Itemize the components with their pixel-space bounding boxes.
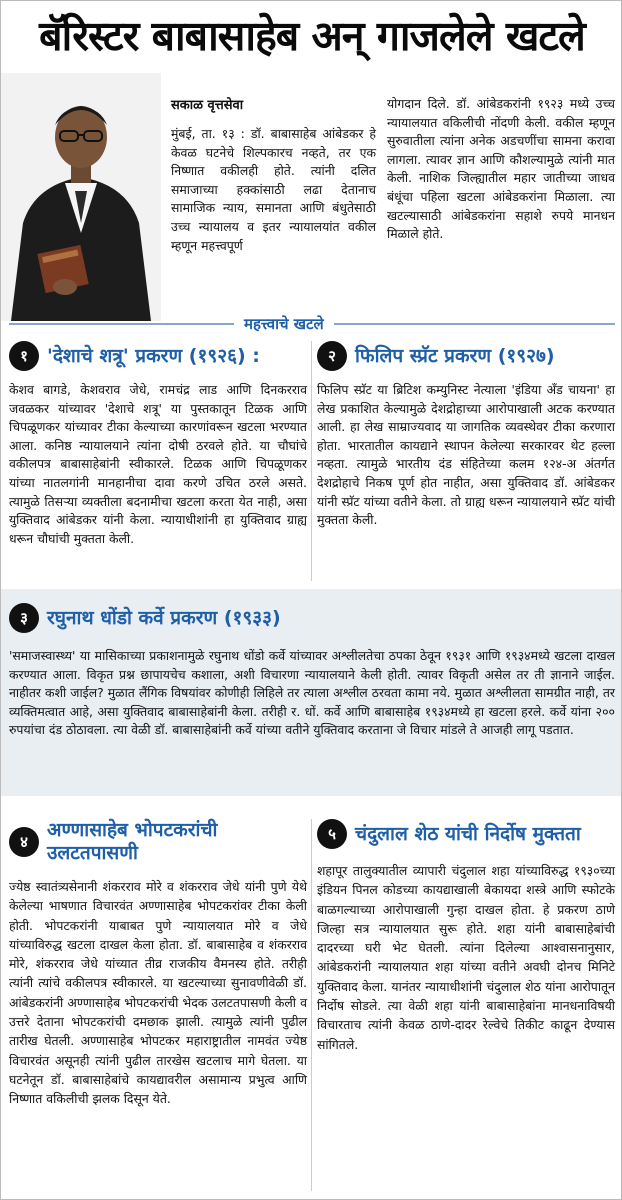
case-number-badge: १ — [9, 341, 39, 371]
case-title: चंदुलाल शेठ यांची निर्दोष मुक्तता — [355, 822, 581, 845]
case-3 — [9, 603, 615, 740]
case-title: अण्णासाहेब भोपटकरांची उलटतपासणी — [47, 819, 218, 864]
case-body: शहापूर तालुक्यातील व्यापारी चंदुलाल शहा यांच्याविरुद्ध १९३०च्या इंडियन पिनल कोडच्या कायद्याखाली बेकायदा शस्त्रे आणि स्फोटके बाळगल्याच्या आरोपाखाली गुन्हा दाखल होता. हे प्रकरण ठाणे जिल्हा सत्र न्यायालयात सुरू होते. शहा यांनी बाबासाहेबांची दादरच्या घरी भेट घेतली. त्यांना दिलेल्या आश्वासनानुसार, आंबेडकरांनी न्यायालयात शहा यांच्या वतीने अवघी दोनच मिनिटे युक्तिवाद केला. यानंतर न्यायाधीशांनी चंदुलाल शेठ यांना आरोपातून निर्दोष सोडले. त्या वेळी शहा यांनी बाबासाहेबांना मानधनाविषयी विचारताच त्यांनी केवळ ठाणे-दादर रेल्वेचे तिकीट काढून देण्यास सांगितले. — [317, 863, 615, 1052]
case-4-header — [9, 819, 307, 865]
case-number-badge: ४ — [9, 827, 39, 857]
case-title: फिलिप स्प्रॅट प्रकरण (१९२७) — [355, 344, 555, 367]
case-body: फिलिप स्प्रॅट या ब्रिटिश कम्युनिस्ट नेत्याला 'इंडिया अँड चायना' हा लेख प्रकाशित केल्यामुळे देशद्रोहाच्या आरोपाखाली अटक करण्यात आली. हा लेख साम्राज्यवाद या जागतिक व्यवस्थेवर टीका करणारा होता. भारतातील कायद्याने स्थापन केलेल्या सरकारवर थेट हल्ला नव्हता. त्यामुळे भारतीय दंड संहितेच्या कलम १२४-अ अंतर्गत देशद्रोहाचे निकष पूर्ण होत नाहीत, असा युक्तिवाद डॉ. आंबेडकर यांनी स्प्रॅट यांच्या वतीने केला. तो ग्राह्य धरून न्यायालयाने स्प्रॅट यांची मुक्तता केली. — [317, 382, 615, 528]
case-number-badge: ५ — [317, 819, 347, 849]
intro-text-right: योगदान दिले. डॉ. आंबेडकरांनी १९२३ मध्ये उच्च न्यायालयात वकिलीची नोंदणी केली. वकील म्हणून सुरुवातीला त्यांना अनेक अडचणींचा सामना करावा लागला. त्यावर ज्ञान आणि कौशल्यामुळे त्यांनी मात केली. नाशिक जिल्ह्यातील महार जातीच्या जाधव बंधूंचा पहिला खटला आंबेडकरांना मिळाला. त्या खटल्यासाठी आंबेडकरांना सहाशे रुपये मानधन मिळाले होते. — [387, 96, 615, 242]
column-divider-bottom — [311, 819, 312, 1191]
case-1 — [9, 341, 307, 548]
headline: बॅरिस्टर बाबासाहेब अन् गाजलेले खटले — [39, 12, 585, 60]
byline: सकाळ वृत्तसेवा — [171, 98, 244, 113]
portrait-illustration — [1, 73, 161, 321]
case-4 — [9, 819, 307, 1109]
section-label: महत्त्वाचे खटले — [234, 313, 334, 335]
column-divider-top — [311, 341, 312, 581]
case-5 — [317, 819, 615, 1054]
case-2 — [317, 341, 615, 530]
case-2-header — [317, 341, 615, 371]
case-number-badge: ३ — [9, 603, 39, 633]
case-body: केशव बागडे, केशवराव जेधे, रामचंद्र लाड आणि दिनकरराव जवळकर यांच्यावर 'देशाचे शत्रू' या पुस्तकातून टिळक आणि चिपळूणकर यांच्यावर टीका केल्याच्या कारणांवरून खटला भरण्यात आला. कनिष्ठ न्यायालयाने त्यांना दोषी ठरवले होते. या चौघांचे वकीलपत्र बाबासाहेबांनी स्वीकारले. टिळक आणि चिपळूणकर यांच्या नातलगांनी मानहानीचा दावा करणे उचित ठरले असते. त्यामुळे तिसऱ्या व्यक्तीला बदनामीचा खटला करता येत नाही, असा युक्तिवाद आंबेडकर यांनी केला. न्यायाधीशांनी हा युक्तिवाद ग्राह्य धरून चौघांची मुक्तता केली. — [9, 382, 307, 546]
case-1-header — [9, 341, 307, 371]
section-divider — [9, 313, 615, 335]
case-body: 'समाजस्वास्थ्य' या मासिकाच्या प्रकाशनामुळे रघुनाथ धोंडो कर्वे यांच्यावर अश्लीलतेचा ठपका ठेवून १९३१ आणि १९३४मध्ये खटला दाखल करण्यात आला. विकृत प्रश्न छापायचेच कशाला, अशी विचारणा न्यायालयाने केली होती. त्यावर विकृती असेल तर ती ज्ञानाने जाईल. नाहीतर कशी जाईल? मुळात लैंगिक विषयांवर कोणीही लिहिले तर त्याला अश्लील ठरवता कामा नये. मुळात अश्लीलता सामग्रीत नाही, तर व्यक्तिमत्वात आहे, असा युक्तिवाद बाबासाहेबांनी केला. तरीही र. धों. कर्वे आणि बाबासाहेब १९३४मध्ये हा खटला हरले. कर्वे यांना २०० रुपयांचा दंड ठोठावला. त्या वेळी डॉ. बाबासाहेबांनी कर्वे यांच्या वतीने युक्तिवाद करताना जे विचार मांडले ते आजही लागू पडतात. — [9, 648, 616, 738]
case-title: रघुनाथ धोंडो कर्वे प्रकरण (१९३३) — [47, 606, 281, 629]
case-title: 'देशाचे शत्रू' प्रकरण (१९२६) : — [47, 344, 260, 367]
case-3-header — [9, 603, 615, 633]
intro-text-left: मुंबई, ता. १३ : डॉ. बाबासाहेब आंबेडकर हे केवळ घटनेचे शिल्पकारच नव्हते, तर एक निष्णात वकीलही होते. त्यांनी दलित समाजाच्या हक्कांसाठी लढा देतानाच सामाजिक न्याय, समानता आणि बंधुतेसाठी उच्च न्यायालय व इतर न्यायालयांत वकील म्हणून महत्त्वपूर्ण — [171, 126, 376, 253]
case-5-header — [317, 819, 615, 849]
case-body: ज्येष्ठ स्वातंत्र्यसेनानी शंकरराव मोरे व शंकरराव जेधे यांनी पुणे येथे केलेल्या भाषणात विचारवंत अण्णासाहेब भोपटकरांवर टीका केली होती. भोपटकरांनी याबाबत पुणे न्यायालयात मोरे व जेधे यांच्याविरुद्ध खटला दाखल केला होता. डॉ. बाबासाहेब व शंकरराव मोरे, शंकरराव जेधे यांच्यात तीव्र राजकीय वैमनस्य होते. तरीही त्यांनी त्यांचे वकीलपत्र स्वीकारले. या खटल्याच्या सुनावणीवेळी डॉ. आंबेडकरांनी अण्णासाहेब भोपटकरांची भेदक उलटतपासणी केली व उत्तरे देताना भोपटकरांची दमछाक झाली. त्यामुळे त्यांनी पुढील तारीख घेतली. अण्णासाहेब भोपटकर महाराष्ट्रातील नामवंत ज्येष्ठ विचारवंत असूनही त्यांनी पुढील तारखेस खटलाच मागे घेतला. या घटनेतून डॉ. बाबासाहेबांचे कायद्यावरील असामान्य प्रभुत्व आणि निष्णात वकिलीची झलक दिसून येते. — [9, 879, 307, 1107]
case-number-badge: २ — [317, 341, 347, 371]
